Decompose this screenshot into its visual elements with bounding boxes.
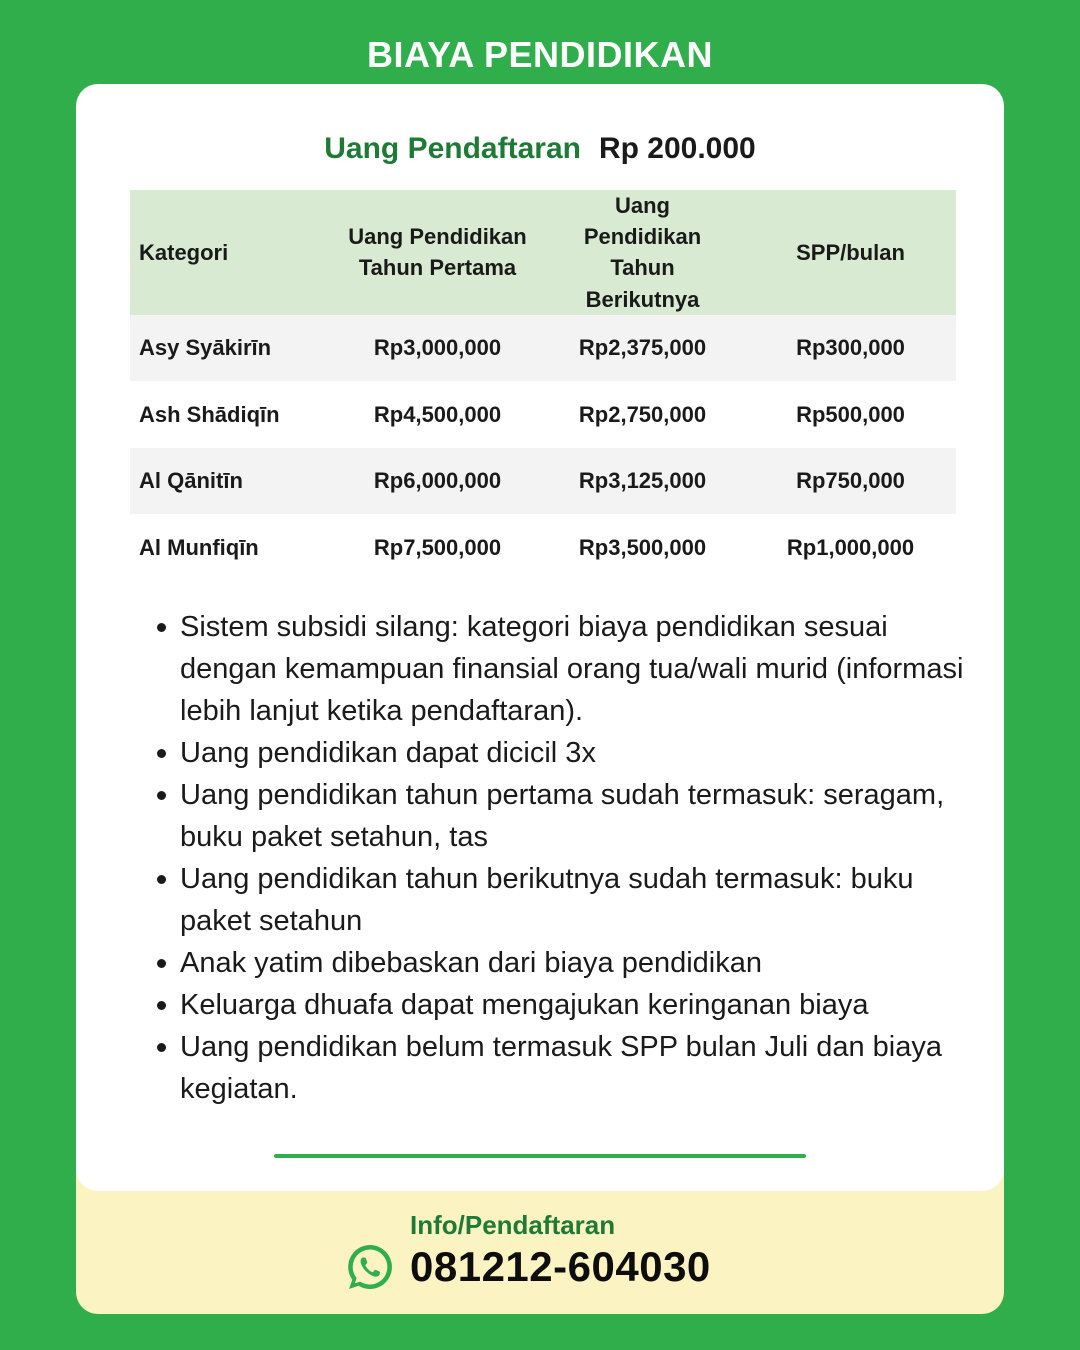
- monthly-fee-cell: Rp300,000: [745, 315, 956, 382]
- next-year-cell: Rp3,125,000: [540, 448, 745, 515]
- divider: [274, 1154, 806, 1158]
- monthly-fee-cell: Rp750,000: [745, 448, 956, 515]
- category-cell: Ash Shādiqīn: [139, 401, 280, 427]
- next-year-cell: Rp2,375,000: [540, 315, 745, 382]
- table-row: [130, 448, 956, 515]
- whatsapp-icon[interactable]: [345, 1242, 395, 1292]
- notes-list: [180, 606, 970, 1110]
- header-next-year: Uang Pendidikan Tahun Berikutnya: [540, 190, 745, 315]
- list-item: Sistem subsidi silang: kategori biaya pendidikan sesuai dengan kemampuan finansial orang tua/wali murid (informasi lebih lanjut ketika pendaftaran).: [180, 606, 970, 732]
- category-cell: Al Munfiqīn: [139, 534, 259, 560]
- first-year-cell: Rp3,000,000: [335, 315, 540, 382]
- fee-card: [76, 84, 1004, 1191]
- registration-label: Uang Pendaftaran: [324, 132, 581, 165]
- page-title: BIAYA PENDIDIKAN: [366, 34, 714, 75]
- header-first-year: Uang Pendidikan Tahun Pertama: [335, 190, 540, 315]
- next-year-cell: Rp3,500,000: [578, 534, 707, 560]
- table-row: [130, 315, 956, 382]
- header-category: Kategori: [130, 190, 335, 315]
- first-year-cell: Rp7,500,000: [373, 534, 502, 560]
- monthly-fee-cell: Rp500,000: [796, 401, 905, 427]
- list-item: Uang pendidikan belum termasuk SPP bulan Juli dan biaya kegiatan.: [180, 1026, 970, 1110]
- registration-fee: [76, 132, 1004, 166]
- header-monthly-fee: SPP/bulan: [745, 190, 956, 315]
- list-item: Uang pendidikan tahun berikutnya sudah termasuk: buku paket setahun: [180, 858, 970, 942]
- table-row: [130, 381, 956, 448]
- contact-label: Info/Pendaftaran: [410, 1210, 616, 1240]
- phone-number[interactable]: 081212-604030: [410, 1243, 711, 1290]
- list-item: Uang pendidikan dapat dicicil 3x: [180, 732, 970, 774]
- first-year-cell: Rp6,000,000: [335, 448, 540, 515]
- category-cell: Al Qānitīn: [130, 448, 335, 515]
- next-year-cell: Rp2,750,000: [578, 401, 707, 427]
- list-item: Anak yatim dibebaskan dari biaya pendidikan: [180, 942, 970, 984]
- table-header-row: [130, 190, 956, 315]
- registration-value: Rp 200.000: [598, 132, 756, 165]
- table-row: [130, 514, 956, 581]
- category-cell: Asy Syākirīn: [130, 315, 335, 382]
- list-item: Uang pendidikan tahun pertama sudah termasuk: seragam, buku paket setahun, tas: [180, 774, 970, 858]
- first-year-cell: Rp4,500,000: [373, 401, 502, 427]
- fee-table: [130, 190, 956, 581]
- list-item: Keluarga dhuafa dapat mengajukan keringanan biaya: [180, 984, 970, 1026]
- monthly-fee-cell: Rp1,000,000: [786, 534, 915, 560]
